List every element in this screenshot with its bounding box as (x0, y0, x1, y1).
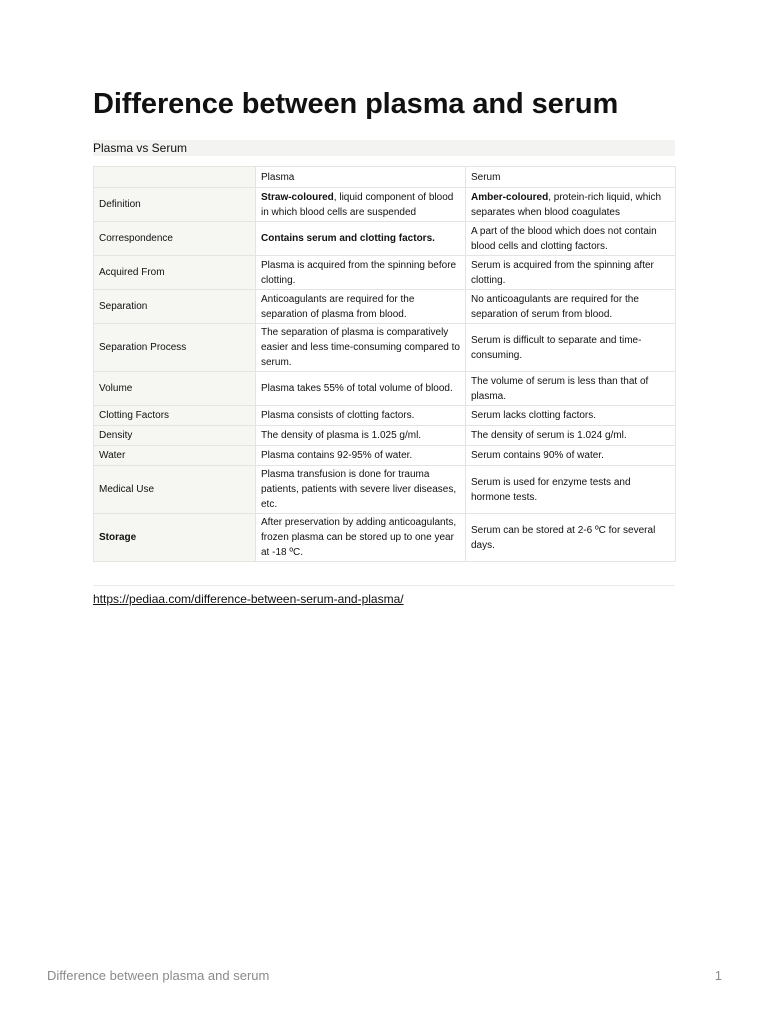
row-label-text: Separation Process (99, 342, 187, 353)
plasma-cell-text: , liquid component of blood in which blood cells are suspended (261, 191, 454, 218)
row-label-text: Separation (99, 301, 148, 312)
source-link[interactable]: https://pediaa.com/difference-between-serum-and-plasma/ (93, 592, 404, 606)
row-label-text: Correspondence (99, 233, 173, 244)
serum-cell (466, 466, 676, 514)
row-label-text: Water (99, 450, 126, 461)
plasma-cell (256, 446, 466, 466)
row-label (94, 446, 256, 466)
serum-cell-text: A part of the blood which does not contain blood cells and clotting factors. (471, 225, 657, 252)
table-row (94, 290, 676, 324)
plasma-cell-text: Anticoagulants are required for the separation of plasma from blood. (261, 293, 415, 320)
table-row (94, 446, 676, 466)
table-row (94, 256, 676, 290)
row-label (94, 222, 256, 256)
row-label-text: Clotting Factors (99, 410, 170, 421)
serum-cell-text: Serum lacks clotting factors. (471, 410, 597, 421)
plasma-cell (256, 222, 466, 256)
row-label (94, 372, 256, 406)
plasma-cell (256, 466, 466, 514)
table-row (94, 406, 676, 426)
row-label (94, 188, 256, 222)
table-header-row (94, 167, 676, 188)
serum-cell (466, 290, 676, 324)
page-title: Difference between plasma and serum (93, 88, 619, 120)
footer-page-number: 1 (714, 968, 722, 983)
plasma-cell-text: The separation of plasma is comparatively easier and less time-consuming compared to serum. (261, 327, 460, 368)
row-label-text: Volume (99, 383, 133, 394)
row-label (94, 256, 256, 290)
plasma-cell-text: Plasma is acquired from the spinning before clotting. (261, 259, 457, 286)
plasma-cell (256, 256, 466, 290)
serum-cell (466, 324, 676, 372)
row-label-text: Definition (99, 199, 141, 210)
serum-cell (466, 256, 676, 290)
header-cell-serum: Serum (466, 167, 676, 188)
row-label-text: Storage (99, 532, 137, 543)
plasma-cell (256, 514, 466, 562)
divider (93, 585, 675, 586)
plasma-cell (256, 372, 466, 406)
table-row (94, 466, 676, 514)
serum-cell-emphasis: Amber-coloured (471, 191, 549, 203)
serum-cell-text: Serum is used for enzyme tests and hormone tests. (471, 476, 631, 503)
row-label (94, 406, 256, 426)
plasma-cell-text: After preservation by adding anticoagulants, frozen plasma can be stored up to one year at -18 ºC. (261, 517, 457, 558)
row-label (94, 514, 256, 562)
plasma-cell-text: Plasma consists of clotting factors. (261, 410, 415, 421)
serum-cell-text: , protein-rich liquid, which separates when blood coagulates (471, 191, 662, 218)
plasma-cell (256, 324, 466, 372)
header-cell-label (94, 167, 256, 188)
serum-cell-text: Serum can be stored at 2-6 ºC for several days. (471, 524, 656, 551)
table-row (94, 324, 676, 372)
row-label (94, 290, 256, 324)
plasma-cell (256, 406, 466, 426)
row-label-text: Density (99, 430, 133, 441)
plasma-header-text: Plasma (261, 171, 295, 183)
comparison-table (93, 166, 676, 562)
plasma-cell-text: Plasma contains 92-95% of water. (261, 450, 413, 461)
serum-cell (466, 426, 676, 446)
serum-cell (466, 372, 676, 406)
serum-cell-text: The volume of serum is less than that of plasma. (471, 375, 649, 402)
serum-cell-text: Serum contains 90% of water. (471, 450, 604, 461)
row-label (94, 324, 256, 372)
serum-cell (466, 188, 676, 222)
plasma-cell-emphasis: Contains serum and clotting factors. (261, 233, 435, 244)
row-label-text: Medical Use (99, 484, 155, 495)
table-row (94, 372, 676, 406)
plasma-cell (256, 188, 466, 222)
serum-cell-text: Serum is difficult to separate and time-consuming. (471, 334, 642, 361)
plasma-cell-text: The density of plasma is 1.025 g/ml. (261, 430, 422, 441)
row-label-text: Acquired From (99, 267, 165, 278)
table-caption (93, 140, 675, 156)
plasma-cell-text: Plasma transfusion is done for trauma patients, patients with severe liver diseases, etc. (261, 469, 457, 510)
table-row (94, 514, 676, 562)
plasma-cell-text: Plasma takes 55% of total volume of blood. (261, 383, 453, 394)
serum-cell (466, 514, 676, 562)
table-row (94, 426, 676, 446)
serum-cell-text: The density of serum is 1.024 g/ml. (471, 430, 627, 441)
serum-cell (466, 446, 676, 466)
serum-cell (466, 406, 676, 426)
serum-cell-text: No anticoagulants are required for the separation of serum from blood. (471, 293, 639, 320)
table-row (94, 188, 676, 222)
header-cell-plasma (256, 167, 466, 188)
row-label (94, 466, 256, 514)
serum-cell-text: Serum is acquired from the spinning after clotting. (471, 259, 654, 286)
plasma-cell (256, 290, 466, 324)
table-row (94, 222, 676, 256)
serum-cell (466, 222, 676, 256)
plasma-cell (256, 426, 466, 446)
footer-title: Difference between plasma and serum (47, 968, 270, 983)
plasma-cell-emphasis: Straw-coloured (261, 191, 334, 203)
table-caption-label: Plasma vs Serum (93, 141, 188, 155)
row-label (94, 426, 256, 446)
